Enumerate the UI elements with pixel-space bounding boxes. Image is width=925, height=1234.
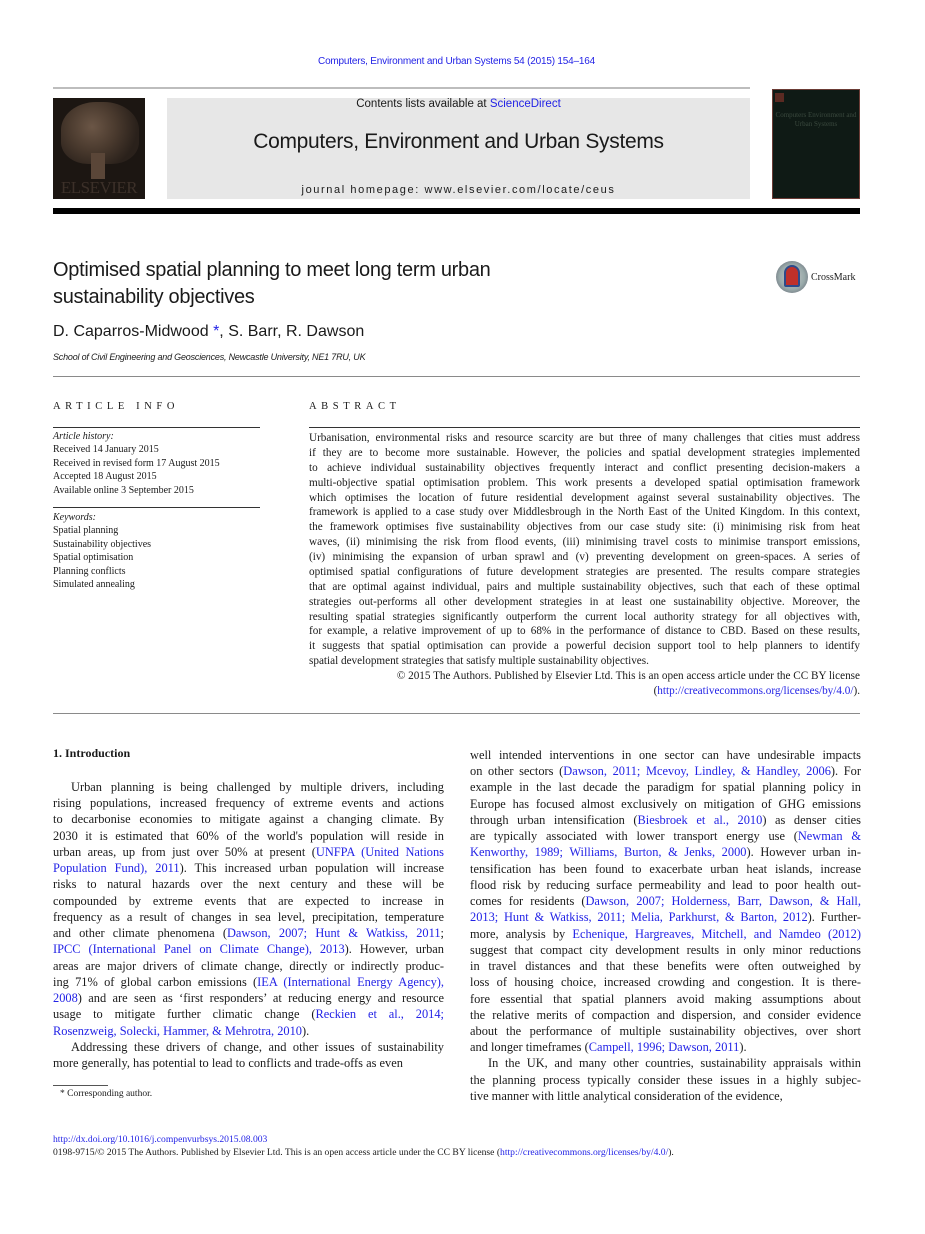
text-segment: ). However urban in- xyxy=(746,845,861,860)
text-segment: ; xyxy=(440,926,444,941)
publisher-logo-text: ELSEVIER xyxy=(60,178,138,197)
text-line xyxy=(470,877,861,893)
footnote-rule xyxy=(53,1085,108,1086)
text-line xyxy=(470,747,861,763)
authors xyxy=(53,323,364,341)
text-line xyxy=(309,476,860,491)
reference-link[interactable]: Echenique, Hargreaves, Mitchell, and Namdeo (2012) xyxy=(572,926,861,941)
text-line xyxy=(53,1023,444,1039)
text-segment: fore essential that spatial planners avoid making assumptions about xyxy=(470,991,861,1006)
text-line xyxy=(470,926,861,942)
text-segment: to achieve individual sustainability objectives frequently interact and conflict presenting decision-makers a xyxy=(309,461,860,474)
text-line xyxy=(53,844,444,860)
abstract-copyright xyxy=(309,669,860,699)
text-segment: usage to mitigate further climatic change ( xyxy=(53,1007,316,1022)
text-line xyxy=(53,958,444,974)
reference-link[interactable]: Dawson, 2011; Mcevoy, Lindley, & Handley, 2006 xyxy=(563,764,831,779)
divider xyxy=(309,427,860,428)
text-segment: on other sectors ( xyxy=(470,764,564,779)
text-segment: ). This increased urban population will increase xyxy=(179,861,444,876)
text-line xyxy=(53,893,444,909)
text-segment: ) as denser cities xyxy=(762,812,861,827)
text-line xyxy=(470,1072,861,1088)
paren: ). xyxy=(853,685,860,697)
crossmark-icon xyxy=(776,261,808,293)
text-segment: ) and are seen as ‘first responders’ at reducing energy and resource xyxy=(77,991,444,1006)
text-segment: that are optimal against individual, pairs and multiple sustainability objectives, such that each of these optimal xyxy=(309,580,860,593)
text-segment: more generally, has potential to lead to conflicts and trade-offs as even xyxy=(53,1055,403,1070)
history-item: Received in revised form 17 August 2015 xyxy=(53,457,220,469)
affiliation: School of Civil Engineering and Geosciences, Newcastle University, NE1 7RU, UK xyxy=(53,352,366,362)
text-segment: compounded by extreme events that are expected to increase in xyxy=(53,893,444,908)
text-segment: frequency as a result of changes in sea level, precipitation, temperature xyxy=(53,909,444,924)
keywords xyxy=(53,511,151,591)
text-segment: more, analysis by xyxy=(470,926,573,941)
journal-title: Computers, Environment and Urban Systems xyxy=(253,130,664,153)
divider xyxy=(53,713,860,714)
text-line xyxy=(53,811,444,827)
text-segment: strategies out-performs all other development strategies in at least one sustainability objective. Moreover, the xyxy=(309,595,860,608)
text-segment: which optimises the location of future residential development against several sustainability objectives. The xyxy=(309,491,860,504)
text-segment: suggest that compact city development results in only minor reductions xyxy=(470,942,861,957)
text-line xyxy=(309,535,860,550)
text-segment: spatial development strategies that satisfy multiple sustainability objectives. xyxy=(309,655,649,668)
text-segment: resulting spatial strategies significantly outperform the current local authority strategy for all objectives with, xyxy=(309,610,860,623)
contents-line xyxy=(167,98,750,110)
reference-link[interactable]: Campell, 1996; Dawson, 2011 xyxy=(588,1040,740,1055)
abstract-text xyxy=(309,431,860,669)
text-segment: in travel distances and that these benefits were often outweighed by xyxy=(470,959,861,974)
text-line xyxy=(309,654,860,669)
text-line xyxy=(470,812,861,828)
text-line xyxy=(470,1088,861,1104)
text-segment: example in the last decade the paradigm for spatial planning policy in xyxy=(470,780,861,795)
text-segment: and other climate phenomena ( xyxy=(53,926,227,941)
abstract-heading: ABSTRACT xyxy=(309,401,401,412)
reference-link[interactable]: 2013; Hunt & Watkiss, 2011; Melia, Parkhurst, & Barton, 2012 xyxy=(470,910,808,925)
text-line xyxy=(470,779,861,795)
text-line xyxy=(309,491,860,506)
text-segment: loss of housing choice, increased crowding and congestion. It is there- xyxy=(470,975,861,990)
text-line xyxy=(53,1039,444,1055)
text-segment: rising populations, increased frequency of extreme events and actions xyxy=(53,796,444,811)
title-line: Optimised spatial planning to meet long term urban xyxy=(53,259,491,281)
text-line xyxy=(53,974,444,990)
doi-link[interactable]: http://dx.doi.org/10.1016/j.compenvurbsys.2015.08.003 xyxy=(53,1134,268,1145)
text-segment: tive manner with little analytical consideration of the evidence, xyxy=(470,1088,783,1103)
text-segment: ing 71% of global carbon emissions ( xyxy=(53,974,258,989)
text-segment: optimised spatial configurations of future development strategies are presented. The results compare strategies xyxy=(309,565,860,578)
text-line xyxy=(53,1055,444,1071)
text-line xyxy=(309,580,860,595)
text-segment: multi-objective spatial optimisation problem. This work presents a developed spatial optimisation framework xyxy=(309,476,860,489)
tree-trunk-icon xyxy=(91,153,105,179)
keyword: Spatial optimisation xyxy=(53,552,134,564)
text-line xyxy=(309,565,860,580)
reference-link[interactable]: Dawson, 2007; Holderness, Barr, Dawson, & Hall, xyxy=(585,894,861,909)
text-line xyxy=(470,861,861,877)
text-line xyxy=(470,796,861,812)
divider xyxy=(53,87,750,89)
reference-link[interactable]: UNFPA (United Nations xyxy=(315,844,444,859)
text-line xyxy=(470,828,861,844)
text-line xyxy=(53,990,444,1006)
text-line xyxy=(309,550,860,565)
text-line xyxy=(53,779,444,795)
text-line xyxy=(53,828,444,844)
text-segment: framework is applied to a case study over Middlesbrough in the North East of the United Kingdom. In this context, xyxy=(309,506,860,519)
divider xyxy=(53,427,260,428)
text-line xyxy=(309,461,860,476)
reference-link[interactable]: Population Fund), 2011 xyxy=(53,861,180,876)
text-segment: the relative merits of compaction and dispersion, and consider evidence xyxy=(470,1007,861,1022)
contents-prefix: Contents lists available at xyxy=(356,98,490,110)
text-line xyxy=(309,595,860,610)
reference-link[interactable]: Newman & xyxy=(797,829,861,844)
text-line xyxy=(53,925,444,941)
text-segment: the planning process typically consider these issues in a highly subjec- xyxy=(470,1072,861,1087)
text-line xyxy=(470,1023,861,1039)
text-line xyxy=(470,958,861,974)
reference-link[interactable]: IPCC (International Panel on Climate Change), 2013 xyxy=(53,942,345,957)
text-segment: ). For xyxy=(830,764,861,779)
text-segment: Urbanisation, environmental risks and resource scarcity are but three of many challenges that cities must address xyxy=(309,432,860,444)
reference-link[interactable]: 2008 xyxy=(53,991,78,1006)
cover-title: Computers Environment and Urban Systems xyxy=(775,111,857,128)
sciencedirect-link[interactable]: ScienceDirect xyxy=(489,98,561,110)
article-title xyxy=(53,257,490,311)
keyword: Spatial planning xyxy=(53,525,119,537)
text-line xyxy=(470,942,861,958)
paren: ( xyxy=(653,685,658,697)
license-footer xyxy=(53,1147,674,1158)
text-line xyxy=(470,1055,861,1071)
text-segment: In the UK, and many other countries, sustainability appraisals within xyxy=(488,1056,861,1071)
text-line xyxy=(53,876,444,892)
journal-cover xyxy=(772,89,860,199)
license-link[interactable]: http://creativecommons.org/licenses/by/4.0/ xyxy=(657,685,854,697)
keyword: Simulated annealing xyxy=(53,579,135,591)
journal-citation-link[interactable]: Computers, Environment and Urban Systems 54 (2015) 154–164 xyxy=(318,56,595,67)
body-column-left xyxy=(53,779,444,1071)
text-segment: ). xyxy=(739,1040,747,1055)
text-segment: to decarbonise economies to mitigate against a changing climate. By xyxy=(53,812,444,827)
reference-link[interactable]: Rosenzweig, Solecki, Hammer, & Mehrotra, 2010 xyxy=(53,1023,302,1038)
license-text: 0198-9715/© 2015 The Authors. Published by Elsevier Ltd. This is an open access article under the CC BY license ( xyxy=(53,1147,501,1158)
text-segment: Europe has focused almost exclusively on mitigation of GHG emissions xyxy=(470,796,861,811)
text-line xyxy=(309,639,860,654)
history-label: Article history: xyxy=(53,431,114,442)
divider xyxy=(53,507,260,508)
text-line xyxy=(309,505,860,520)
text-line xyxy=(53,909,444,925)
text-line xyxy=(470,1007,861,1023)
journal-masthead xyxy=(167,98,750,199)
text-segment: areas are major drivers of climate change, directly or indirectly produc- xyxy=(53,958,444,973)
text-line xyxy=(309,520,860,535)
footnote: * Corresponding author. xyxy=(60,1089,153,1099)
section-heading: 1. Introduction xyxy=(53,746,131,760)
text-segment: comes for residents ( xyxy=(470,894,586,909)
keyword: Planning conflicts xyxy=(53,565,126,577)
text-segment: are typically associated with lower transport energy use ( xyxy=(470,829,798,844)
license-link[interactable]: http://creativecommons.org/licenses/by/4.0/ xyxy=(500,1147,669,1158)
text-line xyxy=(470,844,861,860)
text-segment: Urban planning is being challenged by multiple drivers, including xyxy=(71,780,444,794)
divider xyxy=(53,376,860,377)
text-segment: for example, a relative improvement of up to 68% in the performance of distance to CBD. Based on these results, xyxy=(309,625,860,638)
title-line: sustainability objectives xyxy=(53,286,255,308)
reference-link[interactable]: Kenworthy, 1989; Williams, Burton, & Jenks, 2000 xyxy=(470,845,747,860)
reference-link[interactable]: Biesbroek et al., 2010 xyxy=(637,812,763,827)
text-segment: the framework optimises five sustainability objectives from our case study site: (i) minimising risk from heat xyxy=(309,521,860,534)
body-column-right xyxy=(470,747,861,1104)
text-segment: if they are to become more sustainable. However, the policies and spatial development strategies implemented xyxy=(309,446,860,459)
text-segment: flood risk by reducing surface permeability and lead to poor health out- xyxy=(470,877,861,892)
text-segment: through urban intensification ( xyxy=(470,812,638,827)
text-segment: (iv) minimising the expansion of urban sprawl and (v) preventing development on green-spaces. A series of xyxy=(309,551,860,563)
author-rest: , S. Barr, R. Dawson xyxy=(219,323,365,340)
journal-homepage[interactable]: journal homepage: www.elsevier.com/locate/ceus xyxy=(301,184,616,196)
text-line xyxy=(53,795,444,811)
text-line xyxy=(470,893,861,909)
copyright-text: © 2015 The Authors. Published by Elsevier Ltd. This is an open access article under the CC BY license xyxy=(396,670,860,682)
history-item: Accepted 18 August 2015 xyxy=(53,471,157,483)
text-line xyxy=(309,610,860,625)
article-info-heading: ARTICLE INFO xyxy=(53,401,180,412)
text-line xyxy=(309,446,860,461)
article-history xyxy=(53,430,220,497)
text-segment: and longer timeframes ( xyxy=(470,1040,589,1055)
text-segment: well intended interventions in one sector can have undesirable impacts xyxy=(470,748,861,762)
text-segment: it suggests that spatial optimisation can provide a powerful decision support tool to help planners to identify xyxy=(309,640,860,653)
text-segment: risks to natural hazards over the next century and these will be xyxy=(53,877,444,892)
license-line xyxy=(309,684,860,699)
text-segment: about the performance of multiple sustainability objectives, over short xyxy=(470,1023,861,1038)
history-item: Received 14 January 2015 xyxy=(53,444,159,456)
text-segment: urban areas, up from just over 50% at present ( xyxy=(53,844,316,859)
crossmark-label: CrossMark xyxy=(811,272,856,283)
text-segment: ). Further- xyxy=(807,910,861,925)
text-line xyxy=(470,991,861,1007)
text-line xyxy=(470,763,861,779)
reference-link[interactable]: IEA (International Energy Agency), xyxy=(257,974,444,989)
corresponding-author-link[interactable]: * xyxy=(213,323,220,340)
reference-link[interactable]: Dawson, 2007; Hunt & Watkiss, 2011 xyxy=(226,926,441,941)
text-line xyxy=(53,860,444,876)
text-segment: ). xyxy=(301,1023,310,1038)
text-line xyxy=(53,1006,444,1022)
cover-logo-icon xyxy=(775,93,784,102)
text-segment: ). However, urban xyxy=(344,942,444,957)
text-segment: waves, (ii) minimising the risk from flood events, (iii) minimising travel costs to minimise transport emissions, xyxy=(309,536,860,549)
text-line xyxy=(470,1039,861,1055)
paren: ). xyxy=(668,1147,674,1158)
text-line xyxy=(470,909,861,925)
text-segment: tensification has been found to exacerbate urban heat islands, increase xyxy=(470,861,861,876)
text-line xyxy=(309,624,860,639)
text-line xyxy=(470,974,861,990)
text-line xyxy=(53,941,444,957)
text-segment: Addressing these drivers of change, and other issues of sustainability xyxy=(71,1039,444,1054)
text-segment: 2030 it is estimated that 60% of the world's population will reside in xyxy=(53,828,444,843)
text-line xyxy=(309,431,860,446)
author-first: D. Caparros-Midwood xyxy=(53,323,214,340)
elsevier-logo xyxy=(53,98,145,199)
keywords-label: Keywords: xyxy=(53,512,96,523)
header-rule xyxy=(53,208,860,214)
reference-link[interactable]: Reckien et al., 2014; xyxy=(315,1007,444,1022)
history-item: Available online 3 September 2015 xyxy=(53,484,194,496)
keyword: Sustainability objectives xyxy=(53,538,152,550)
